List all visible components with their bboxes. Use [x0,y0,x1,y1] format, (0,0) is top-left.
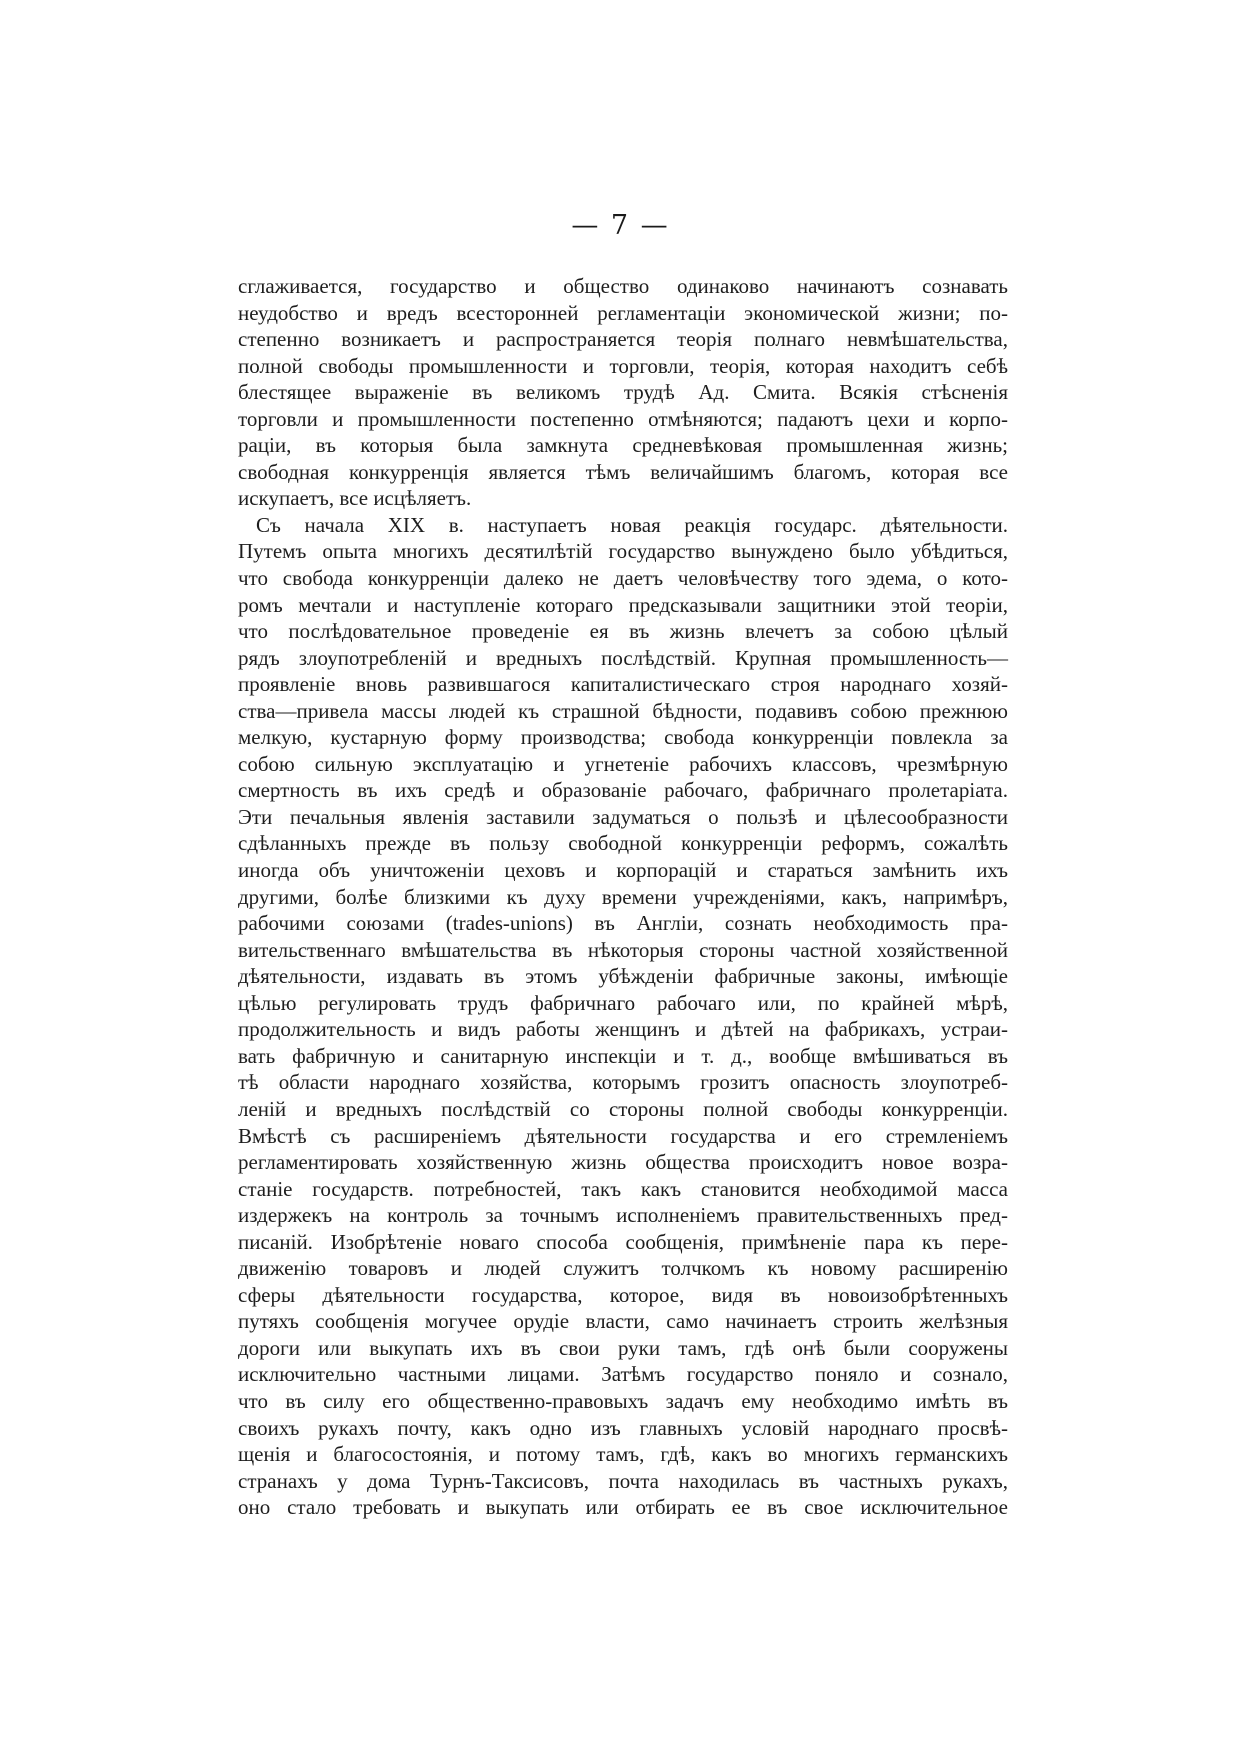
text-line: сглаживается, государство и общество одинаково начинаютъ сознавать [238,274,1008,298]
text-line: неудобство и вредъ всесторонней регламентаціи экономической жизни; по- [238,300,1008,325]
text-line: продолжительность и видъ работы женщинъ и дѣтей на фабрикахъ, устраи- [238,1017,1008,1042]
text-line: собою сильную эксплуатацію и угнетеніе рабочихъ классовъ, чрезмѣрную [238,751,1008,776]
text-line: степенно возникаетъ и распространяется теорія полнаго невмѣшательства, [238,327,1008,352]
body-text [238,273,1008,1521]
text-line: что свобода конкурренціи далеко не даетъ человѣчеству того эдема, о кото- [238,566,1008,591]
text-line: регламентировать хозяйственную жизнь общества происходитъ новое возра- [238,1150,1008,1175]
text-line: раціи, въ которыя была замкнута средневѣковая промышленная жизнь; [238,433,1008,458]
text-line: полной свободы промышленности и торговли, теорія, которая находитъ себѣ [238,353,1008,378]
text-line: Вмѣстѣ съ расширеніемъ дѣятельности государства и его стремленіемъ [238,1123,1008,1148]
text-line: ства—привела массы людей къ страшной бѣдности, подавивъ собою прежнюю [238,698,1008,723]
text-line: щенія и благосостоянія, и потому тамъ, гдѣ, какъ во многихъ германскихъ [238,1442,1008,1467]
text-line: сдѣланныхъ прежде въ пользу свободной конкурренціи реформъ, сожалѣть [238,831,1008,856]
paragraph-first-line: Съ начала XIX в. наступаетъ новая реакція государс. дѣятельности. [256,512,1008,537]
text-line: движенію товаровъ и людей служитъ толчкомъ къ новому расширенію [238,1256,1008,1281]
text-line: что послѣдовательное проведеніе ея въ жизнь влечетъ за собою цѣлый [238,619,1008,644]
text-line: издержекъ на контроль за точнымъ исполненіемъ правительственныхъ пред- [238,1203,1008,1228]
text-line: дѣятельности, издавать въ этомъ убѣжденіи фабричные законы, имѣющіе [238,964,1008,989]
text-line: оно стало требовать и выкупать или отбирать ее въ свое исключительное [238,1495,1008,1520]
text-line: рабочими союзами (trades-unions) въ Англіи, сознать необходимость пра- [238,911,1008,936]
text-line: ромъ мечтали и наступленіе котораго предсказывали защитники этой теоріи, [238,592,1008,617]
text-line: леній и вредныхъ послѣдствій со стороны полной свободы конкурренціи. [238,1096,1008,1121]
text-line: свободная конкурренція является тѣмъ величайшимъ благомъ, которая все [238,459,1008,484]
text-line: путяхъ сообщенія могучее орудіе власти, само начинаетъ строить желѣзныя [238,1309,1008,1334]
text-line: иногда объ уничтоженіи цеховъ и корпорацій и стараться замѣнить ихъ [238,858,1008,883]
text-line: цѣлью регулировать трудъ фабричнаго рабочаго или, по крайней мѣрѣ, [238,990,1008,1015]
text-line: Эти печальныя явленія заставили задуматься о пользѣ и цѣлесообразности [238,804,1008,829]
text-line: рядъ злоупотребленій и вредныхъ послѣдствій. Крупная промышленность— [238,645,1008,670]
text-line: Путемъ опыта многихъ десятилѣтій государство вынуждено было убѣдиться, [238,539,1008,564]
text-line: смертность въ ихъ средѣ и образованіе рабочаго, фабричнаго пролетаріата. [238,778,1008,803]
text-line: проявленіе вновь развившагося капиталистическаго строя народнаго хозяй- [238,672,1008,697]
text-line: станіе государств. потребностей, такъ какъ становится необходимой масса [238,1176,1008,1201]
text-line: странахъ у дома Турнъ-Таксисовъ, почта находилась въ частныхъ рукахъ, [238,1468,1008,1493]
text-line: сферы дѣятельности государства, которое, видя въ новоизобрѣтенныхъ [238,1282,1008,1307]
text-line: тѣ области народнаго хозяйства, которымъ грозитъ опасность злоупотреб- [238,1070,1008,1095]
text-line: дороги или выкупать ихъ въ свои руки тамъ, гдѣ онѣ были сооружены [238,1335,1008,1360]
text-line: блестящее выраженіе въ великомъ трудѣ Ад. Смита. Всякія стѣсненія [238,380,1008,405]
text-line: торговли и промышленности постепенно отмѣняются; падаютъ цехи и корпо- [238,406,1008,431]
text-line: писаній. Изобрѣтеніе новаго способа сообщенія, примѣненіе пара къ пере- [238,1229,1008,1254]
text-line: другими, болѣе близкими къ духу времени учрежденіями, какъ, напримѣръ, [238,884,1008,909]
text-line: что въ силу его общественно-правовыхъ задачъ ему необходимо имѣть въ [238,1388,1008,1413]
text-line: вительственнаго вмѣшательства въ нѣкоторыя стороны частной хозяйственной [238,937,1008,962]
text-line: вать фабричную и санитарную инспекціи и т. д., вообще вмѣшиваться въ [238,1043,1008,1068]
text-line: мелкую, кустарную форму производства; свобода конкурренціи повлекла за [238,725,1008,750]
page-number: — 7 — [571,210,670,241]
text-line: своихъ рукахъ почту, какъ одно изъ главныхъ условій народнаго просвѣ- [238,1415,1008,1440]
text-line: искупаетъ, все исцѣляетъ. [238,486,472,511]
text-line: исключительно частными лицами. Затѣмъ государство поняло и сознало, [238,1362,1008,1387]
